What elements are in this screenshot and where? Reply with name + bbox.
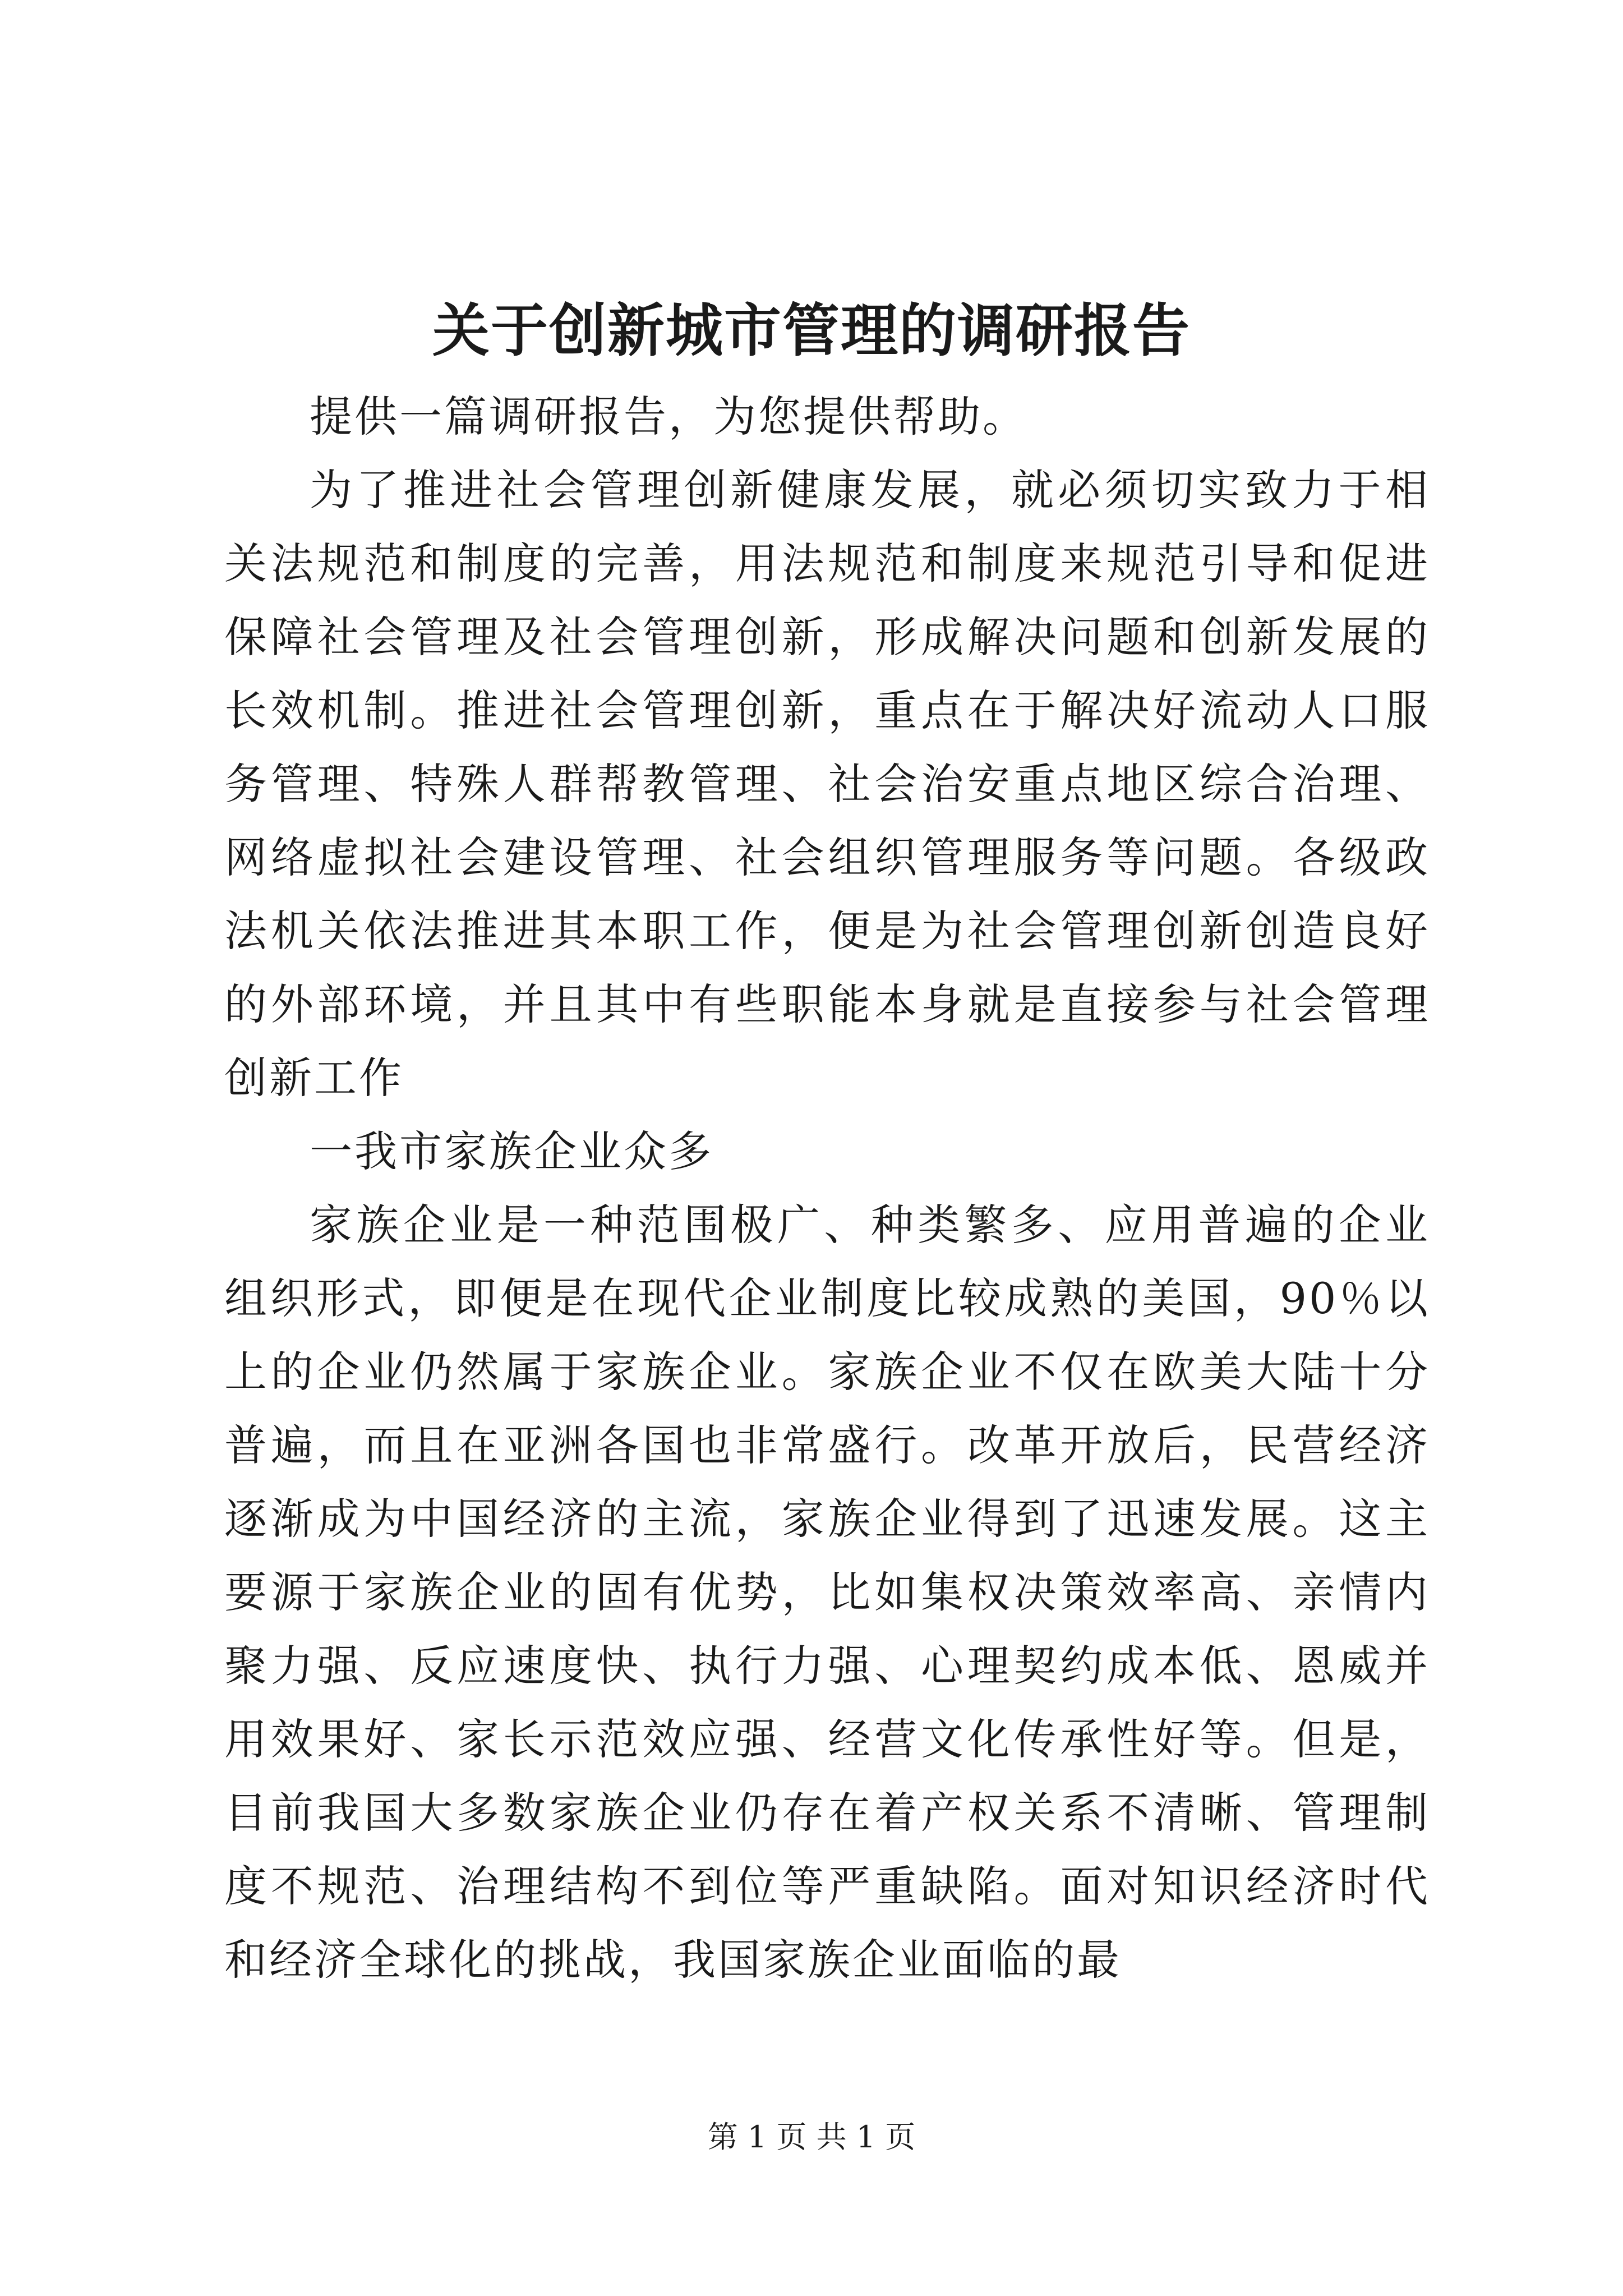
paragraph-intro: 提供一篇调研报告，为您提供帮助。 bbox=[310, 392, 1027, 441]
paragraph-family-business: 家族企业是一种范围极广、种类繁多、应用普遍的企业组织形式，即便是在现代企业制度比较成熟的美国，90％以上的企业仍然属于家族企业。家族企业不仅在欧美大陆十分普遍，而且在亚洲各国也非常盛行。改革开放后，民营经济逐渐成为中国经济的主流，家族企业得到了迅速发展。这主要源于家族企业的固有优势，比如集权决策效率高、亲情内聚力强、反应速度快、执行力强、心理契约成本低、恩威并用效果好、家长示范效应强、经营文化传承性好等。但是，目前我国大多数家族企业仍存在着产权关系不清晰、管理制度不规范、治理结构不到位等严重缺陷。面对知识经济时代和经济全球化的挑战，我国家族企业面临的最 bbox=[224, 1200, 1430, 1985]
page-title: 关于创新城市管理的调研报告 bbox=[432, 297, 1191, 365]
page-footer: 第 1 页 共 1 页 bbox=[707, 2119, 916, 2155]
section-heading: 一我市家族企业众多 bbox=[310, 1126, 713, 1176]
paragraph-social-management: 为了推进社会管理创新健康发展，就必须切实致力于相关法规范和制度的完善，用法规范和制度来规范引导和促进保障社会管理及社会管理创新，形成解决问题和创新发展的长效机制。推进社会管理创新，重点在于解决好流动人口服务管理、特殊人群帮教管理、社会治安重点地区综合治理、网络虚拟社会建设管理、社会组织管理服务等问题。各级政法机关依法推进其本职工作，便是为社会管理创新创造良好的外部环境，并且其中有些职能本身就是直接参与社会管理创新工作 bbox=[224, 465, 1430, 1103]
document-body bbox=[224, 380, 1430, 1996]
